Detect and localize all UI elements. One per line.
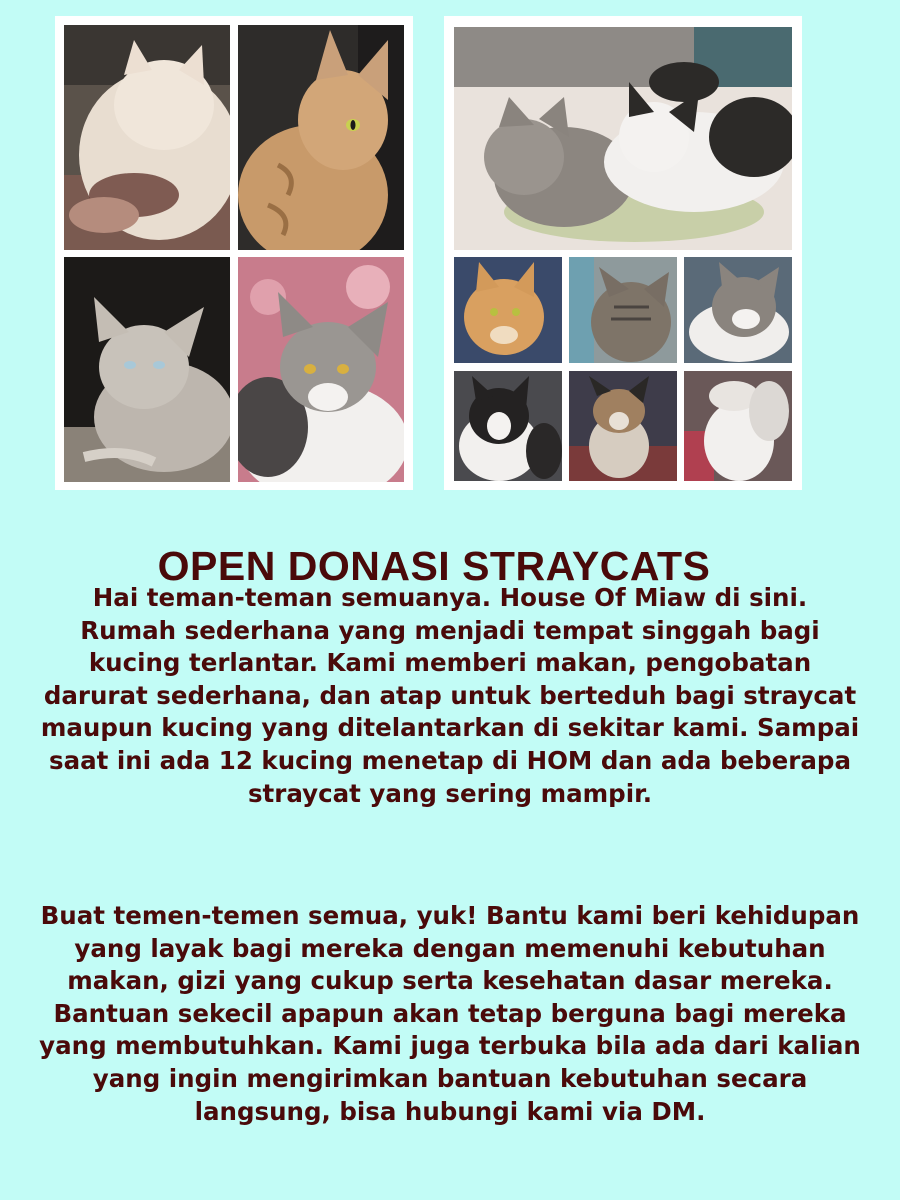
cat-photo-white-injured bbox=[64, 25, 230, 250]
cat-photo-collage-right bbox=[444, 16, 802, 490]
cat-photo-calico-kitten bbox=[569, 371, 677, 481]
paragraph-line: Buat temen-temen semua, yuk! Bantu kami beri kehidupan bbox=[40, 901, 860, 930]
donation-appeal-paragraph bbox=[0, 900, 900, 1128]
cat-photo-white-tabby bbox=[684, 257, 792, 363]
cat-photo-grey-white bbox=[238, 257, 404, 482]
intro-paragraph bbox=[0, 582, 900, 810]
paragraph-line: langsung, bisa hubungi kami via DM. bbox=[194, 1096, 706, 1126]
cat-photo-ginger bbox=[454, 257, 562, 363]
paragraph-line: maupun kucing yang ditelantarkan di sekitar kami. Sampai bbox=[40, 713, 860, 743]
cat-photo-bw-kitten bbox=[454, 371, 562, 481]
paragraph-line: darurat sederhana, dan atap untuk berteduh bagi straycat bbox=[43, 680, 857, 710]
paragraph-line: makan, gizi yang cukup serta kesehatan dasar mereka. bbox=[67, 966, 833, 996]
paragraph-line: Hai teman-teman semuanya. House Of Miaw di sini. bbox=[92, 583, 808, 612]
cat-photo-two-cats-mat bbox=[454, 27, 792, 250]
cat-photo-grey-tabby bbox=[64, 257, 230, 482]
paragraph-line: kucing terlantar. Kami memberi makan, pengobatan bbox=[88, 648, 812, 678]
cat-photo-tabby-kitten bbox=[569, 257, 677, 363]
paragraph-line: straycat yang sering mampir. bbox=[247, 778, 653, 808]
paragraph-line: saat ini ada 12 kucing menetap di HOM dan ada beberapa bbox=[49, 745, 851, 775]
cat-photo-orange-tabby bbox=[238, 25, 404, 250]
paragraph-line: yang membutuhkan. Kami juga terbuka bila ada dari kalian bbox=[39, 1031, 861, 1061]
cat-photo-white-kitten bbox=[684, 371, 792, 481]
paragraph-line: yang layak bagi mereka dengan memenuhi kebutuhan bbox=[74, 933, 826, 963]
poster-title: OPEN DONASI STRAYCATS bbox=[157, 543, 711, 590]
paragraph-line: yang ingin mengirimkan bantuan kebutuhan secara bbox=[92, 1063, 808, 1093]
paragraph-line: Rumah sederhana yang menjadi tempat singgah bagi bbox=[80, 615, 820, 645]
cat-photo-collage-left bbox=[55, 16, 413, 490]
paragraph-line: Bantuan sekecil apapun akan tetap berguna bagi mereka bbox=[53, 998, 847, 1028]
